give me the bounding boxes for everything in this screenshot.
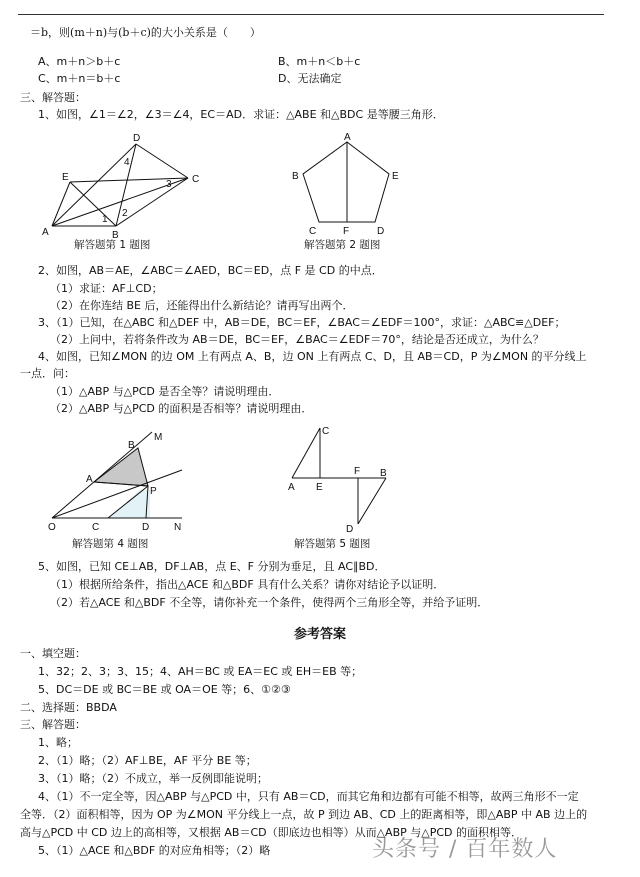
figure-4 [42, 424, 202, 534]
figure-4-caption: 解答题第 4 题图 [72, 538, 149, 550]
f4-label-a: A [86, 474, 93, 485]
problem-3-part-1: 3、（1）已知，在△ABC 和△DEF 中，AB＝DE，BC＝EF，∠BAC＝∠EDF＝100°，求证：△ABC≌△DEF； [38, 316, 566, 329]
f5-label-d: D [346, 524, 354, 535]
f5-label-a: A [288, 482, 295, 493]
problem-4: 4、如图，已知∠MON 的边 OM 上有两点 A、B，边 ON 上有两点 C、D，且 AB＝CD，P 为∠MON 的平分线上 [38, 350, 587, 363]
f5-label-e: E [316, 482, 323, 493]
f4-label-n: N [174, 522, 182, 533]
f5-label-f: F [354, 466, 361, 477]
answers-fill-2: 5、DC＝DE 或 BC＝BE 或 OA＝OE 等；6、①②③ [38, 683, 291, 696]
f1-label-1: 1 [102, 214, 108, 225]
f1-label-4: 4 [124, 157, 130, 168]
f2-label-e: E [392, 171, 399, 182]
option-d: D、无法确定 [278, 72, 342, 85]
problem-2-part-1: （1）求证：AF⊥CD； [50, 282, 163, 295]
f2-label-b: B [292, 171, 299, 182]
answer-5: 5、（1）△ACE 和△BDF 的对应角相等；（2）略 [38, 844, 271, 857]
figure-1-caption: 解答题第 1 题图 [74, 239, 151, 251]
problem-5-part-2: （2）若△ACE 和△BDF 不全等，请你补充一个条件，使得两个三角形全等，并给予证明． [50, 596, 489, 609]
f1-label-d: D [133, 133, 141, 144]
problem-3-part-2: （2）上问中，若将条件改为 AB＝DE，BC＝EF，∠BAC＝∠EDF＝70°，结论是否还成立，为什么？ [50, 333, 544, 346]
answers-section-3: 三、解答题： [20, 718, 86, 731]
f1-label-e: E [62, 172, 69, 183]
f4-label-b: B [128, 440, 135, 451]
problem-4-part-2: （2）△ABP 与△PCD 的面积是否相等？请说明理由． [50, 402, 313, 415]
answer-1: 1、略； [38, 736, 78, 749]
top-rule [18, 14, 604, 15]
section-3-heading: 三、解答题： [20, 91, 86, 104]
f4-label-d: D [142, 522, 150, 533]
answers-section-2: 二、选择题：BBDA [20, 701, 117, 714]
f4-label-p: P [150, 486, 157, 497]
answers-fill-1: 1、32；2、3；3、15；4、AH＝BC 或 EA＝EC 或 EH＝EB 等； [38, 665, 363, 678]
option-c: C、m＋n＝b＋c [38, 72, 121, 85]
question-stem: ＝b，则(m＋n)与(b＋c)的大小关系是（ ） [30, 26, 261, 39]
figure-5-caption: 解答题第 5 题图 [294, 538, 371, 550]
f5-label-c: C [322, 426, 330, 437]
f1-label-b: B [112, 230, 119, 241]
answers-title: 参考答案 [293, 627, 346, 642]
answer-4-line-3: 高与△PCD 中 CD 边上的高相等，又根据 AB＝CD（即底边也相等）从而△ABP 与△PCD 的面积相等． [20, 826, 523, 839]
problem-2-part-2: （2）在你连结 BE 后，还能得出什么新结论？请再写出两个． [50, 299, 354, 312]
f5-label-b: B [380, 468, 387, 479]
answers-section-1: 一、填空题： [20, 647, 86, 660]
answer-4-line-1: 4、（1）不一定全等，因△ABP 与△PCD 中，只有 AB＝CD，而其它角和边都有可能不相等，故两三角形不一定 [38, 790, 579, 803]
problem-5-part-1: （1）根据所给条件，指出△ACE 和△BDF 具有什么关系？请你对结论予以证明． [50, 578, 445, 591]
figure-2 [285, 130, 415, 240]
f1-label-c: C [192, 174, 200, 185]
f2-label-d: D [377, 226, 385, 237]
f1-label-3: 3 [166, 179, 172, 190]
problem-4-cont: 一点．问： [20, 367, 75, 380]
problem-1: 1、如图，∠1＝∠2，∠3＝∠4，EC＝AD．求证：△ABE 和△BDC 是等腰三角形． [38, 108, 444, 121]
f2-label-f: F [343, 226, 350, 237]
problem-2: 2、如图，AB＝AE，∠ABC＝∠AED，BC＝ED，点 F 是 CD 的中点． [38, 264, 383, 277]
figure-2-caption: 解答题第 2 题图 [304, 239, 381, 251]
f4-label-c: C [92, 522, 100, 533]
option-a: A、m＋n＞b＋c [38, 55, 121, 68]
f4-label-m: M [154, 432, 163, 443]
answer-3: 3、（1）略；（2）不成立，举一反例即能说明； [38, 772, 268, 785]
answer-2: 2、（1）略；（2）AF⊥BE，AF 平分 BE 等； [38, 754, 257, 767]
figure-1 [40, 130, 210, 245]
problem-5: 5、如图，已知 CE⊥AB，DF⊥AB，点 E、F 分别为垂足，且 AC∥BD． [38, 560, 386, 573]
f2-label-c: C [309, 226, 317, 237]
watermark: 头条号 / 百年数人 [372, 837, 558, 862]
figure-5 [282, 420, 402, 538]
problem-4-part-1: （1）△ABP 与△PCD 是否全等？请说明理由． [50, 385, 280, 398]
f1-label-2: 2 [122, 208, 128, 219]
f2-label-a: A [344, 132, 351, 143]
f4-label-o: O [48, 522, 56, 533]
f1-label-a: A [42, 227, 49, 238]
answer-4-line-2: 全等．（2）面积相等，因为 OP 为∠MON 平分线上一点，故 P 到边 AB、CD 上的距离相等，即△ABP 中 AB 边上的 [20, 808, 588, 821]
option-b: B、m＋n＜b＋c [278, 55, 361, 68]
